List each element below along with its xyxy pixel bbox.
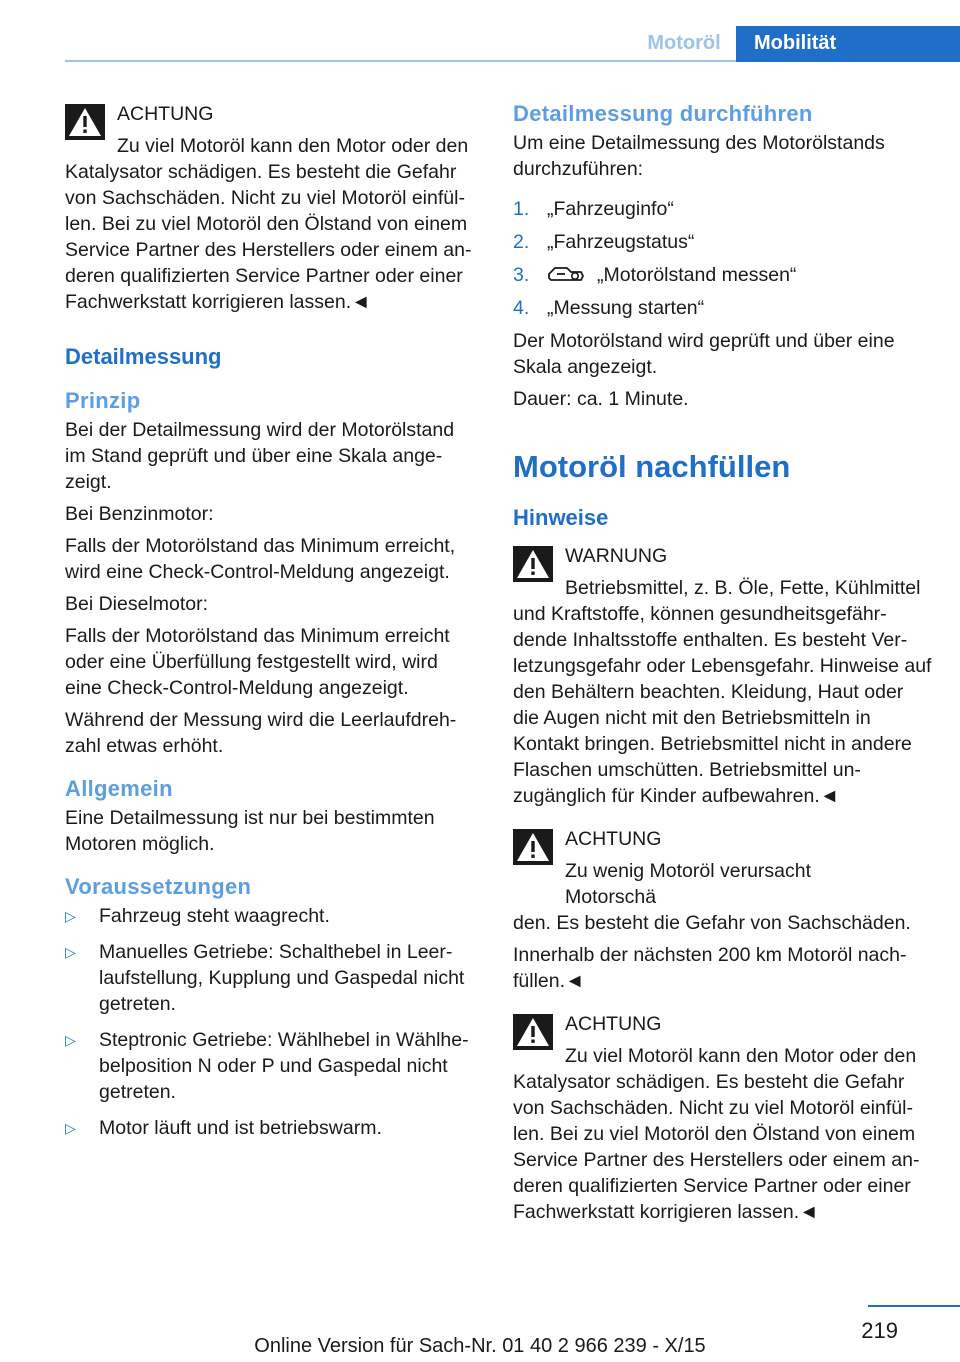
warning-text: den. Es besteht die Gefahr von Sachschäden.	[513, 912, 911, 934]
heading-allgemein: Allgemein	[65, 776, 173, 801]
heading-prinzip: Prinzip	[65, 388, 141, 413]
warning-box	[513, 542, 933, 809]
warning-text-first: Zu wenig Motoröl verursacht Motorschä	[565, 860, 812, 908]
paragraph: Während der Messung wird die Leerlaufdrehzahl etwas erhöht.	[65, 709, 457, 757]
heading-nachfuellen: Motoröl nachfüllen	[513, 449, 791, 484]
list-item: ▷ Manuelles Getriebe: Schalthebel in Leerlaufstellung, Kupplung und Gaspedal nicht getreten.	[65, 941, 465, 1015]
warning-text: Innerhalb der nächsten 200 km Motoröl nachfüllen.◄	[513, 944, 907, 992]
paragraph: Bei der Detailmessung wird der Motorölstand im Stand geprüft und über eine Skala angezeigt.	[65, 419, 455, 493]
list-item: ▷ Fahrzeug steht waagrecht.	[65, 905, 330, 927]
list-item: 4. „Messung starten“	[513, 297, 705, 319]
paragraph: Um eine Detailmessung des Motorölstands durchzuführen:	[513, 132, 885, 180]
warning-text-first: Zu viel Motoröl kann den Motor oder den	[117, 135, 469, 157]
tab-mobilitaet[interactable]: Mobilität	[736, 26, 960, 62]
page-number: 219	[861, 1318, 898, 1343]
warning-triangle-icon	[513, 546, 553, 582]
list-item: 1. „Fahrzeuginfo“	[513, 198, 674, 220]
list-item: 2. „Fahrzeugstatus“	[513, 231, 695, 253]
warning-triangle-icon	[65, 104, 105, 140]
heading-hinweise: Hinweise	[513, 505, 609, 530]
warning-text: Katalysator schädigen. Es besteht die Gefahr von Sachschäden. Nicht zu viel Motoröl einfüllen. Bei zu viel Motoröl den Ölstand von einem Service Partner des Herstellers oder einem anderen qualifizierten Service Partner oder einer Fachwerkstatt korrigieren lassen.◄	[513, 1071, 920, 1223]
warning-title: WARNUNG	[565, 545, 668, 567]
warning-triangle-icon	[513, 829, 553, 865]
warning-title: ACHTUNG	[565, 1013, 662, 1035]
triangle-bullet-icon: ▷	[65, 1120, 76, 1136]
triangle-bullet-icon: ▷	[65, 944, 76, 960]
heading-detailmessung: Detailmessung	[65, 344, 222, 369]
warning-text: Katalysator schädigen. Es besteht die Gefahr von Sachschäden. Nicht zu viel Motoröl einfüllen. Bei zu viel Motoröl den Ölstand von einem Service Partner des Herstellers oder einem anderen qualifizierten Service Partner oder einer Fachwerkstatt korrigieren lassen.◄	[65, 161, 472, 313]
triangle-bullet-icon: ▷	[65, 908, 76, 924]
heading-durchfuehren: Detailmessung durchführen	[513, 101, 813, 126]
warning-box	[65, 100, 478, 315]
list-item: 3. „Motorölstand messen“	[513, 264, 797, 286]
footer-rule	[868, 1305, 960, 1307]
warning-text-first: Zu viel Motoröl kann den Motor oder den	[565, 1045, 917, 1067]
warning-box	[513, 825, 933, 994]
left-column	[65, 100, 478, 1151]
steps-list	[513, 196, 933, 321]
warning-text-first: Betriebsmittel, z. B. Öle, Fette, Kühlmittel	[565, 577, 921, 599]
paragraph: Falls der Motorölstand das Minimum erreicht, wird eine Check-Control-Meldung angezeigt.	[65, 535, 456, 583]
triangle-bullet-icon: ▷	[65, 1032, 76, 1048]
warning-text: und Kraftstoffe, können gesundheitsgefährdende Inhaltsstoffe enthalten. Es besteht Verletzungsgefahr oder Lebensgefahr. Hinweise auf den Behältern beachten. Kleidung, Haut oder die Augen nicht mit den Betriebsmitteln in Kontakt bringen. Betriebsmittel nicht in andere Flaschen umschütten. Betriebsmittel unzugänglich für Kinder aufbewahren.◄	[513, 603, 932, 807]
car-oil-icon	[547, 264, 585, 284]
paragraph: Falls der Motorölstand das Minimum erreicht oder eine Überfüllung festgestellt wird, wird eine Check-Control-Meldung angezeigt.	[65, 625, 450, 699]
warning-title: ACHTUNG	[565, 828, 662, 850]
paragraph: Bei Dieselmotor:	[65, 593, 209, 615]
bullet-list	[65, 903, 478, 1141]
paragraph: Der Motorölstand wird geprüft und über eine Skala angezeigt.	[513, 330, 895, 378]
tab-motoroel[interactable]: Motoröl	[647, 32, 721, 54]
heading-voraussetzungen: Voraussetzungen	[65, 874, 252, 899]
paragraph: Bei Benzinmotor:	[65, 503, 214, 525]
list-item: ▷ Steptronic Getriebe: Wählhebel in Wählhebelposition N oder P und Gaspedal nicht getreten.	[65, 1029, 469, 1103]
online-version-footer: Online Version für Sach-Nr. 01 40 2 966 239 - X/15	[254, 1335, 706, 1357]
warning-title: ACHTUNG	[117, 103, 214, 125]
list-item: ▷ Motor läuft und ist betriebswarm.	[65, 1117, 382, 1139]
right-column	[513, 100, 933, 1241]
paragraph: Dauer: ca. 1 Minute.	[513, 388, 689, 410]
paragraph: Eine Detailmessung ist nur bei bestimmten Motoren möglich.	[65, 807, 435, 855]
warning-triangle-icon	[513, 1014, 553, 1050]
warning-box	[513, 1010, 933, 1225]
